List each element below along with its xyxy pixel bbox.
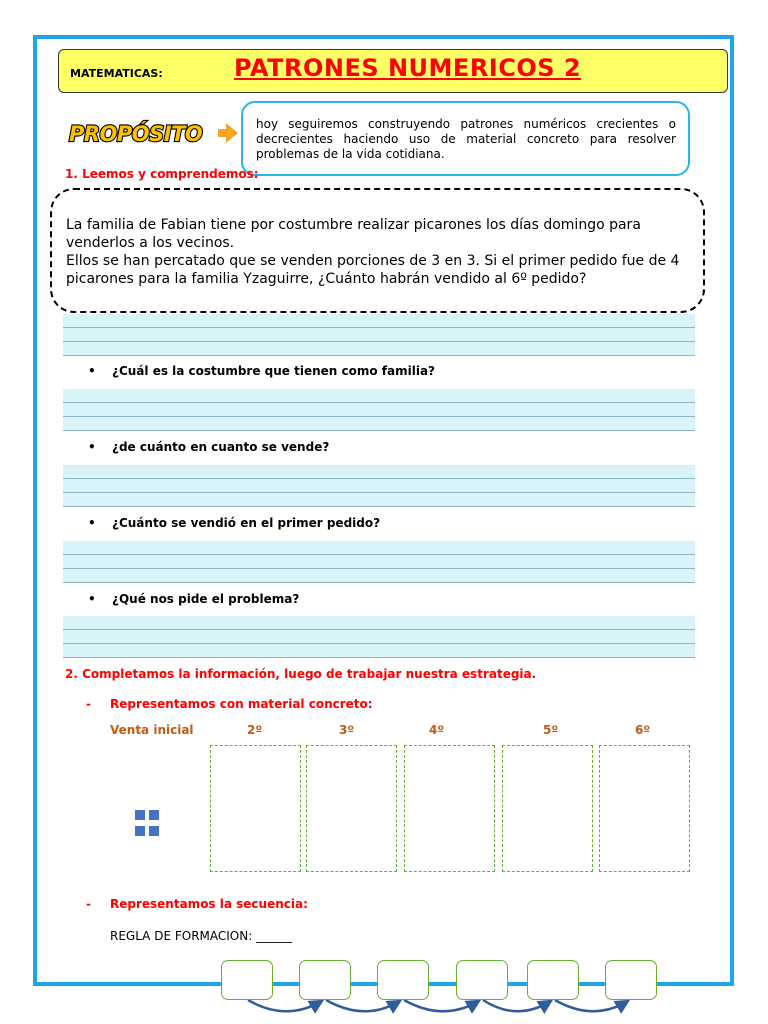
sequence-arrow-icon [326,1000,400,1011]
sequence-arrow-icon [248,1000,322,1011]
sequence-arrow-icon [483,1000,551,1011]
question-2: • ¿de cuánto en cuanto se vende? [88,440,330,454]
material-square [135,826,145,836]
column-label-2: 2º [247,723,263,737]
formation-rule[interactable]: REGLA DE FORMACION: ______ [110,929,293,943]
answer-lines-q2[interactable] [63,465,695,507]
material-box-5[interactable] [502,745,593,872]
sequence-box-4[interactable] [456,960,508,1000]
answer-lines-problem[interactable] [63,314,695,356]
purpose-text: hoy seguiremos construyendo patrones numéricos crecientes o decrecientes haciendo uso de material concreto para resolver problemas de la vida cotidiana. [256,117,676,161]
material-box-4[interactable] [404,745,495,872]
problem-text [66,216,686,288]
column-label-initial: Venta inicial [110,723,194,737]
material-box-3[interactable] [306,745,397,872]
sequence-box-1[interactable] [221,960,273,1000]
proposito-logo [66,115,242,151]
column-label-6: 6º [635,723,651,737]
problem-paragraph-2: Ellos se han percatado que se venden porciones de 3 en 3. Si el primer pedido fue de 4 picarones para la familia Yzaguirre, ¿Cuánto habrán vendido al 6º pedido? [66,253,680,287]
subject-label: MATEMATICAS: [70,67,163,80]
proposito-logo-text: PROPÓSITO [69,122,203,146]
answer-lines-q3[interactable] [63,541,695,583]
material-square [135,810,145,820]
material-box-6[interactable] [599,745,690,872]
question-1: • ¿Cuál es la costumbre que tienen como familia? [88,364,435,378]
sequence-box-3[interactable] [377,960,429,1000]
column-label-5: 5º [543,723,559,737]
arrow-right-icon [218,123,238,143]
subsection-material: - Representamos con material concreto: [86,697,373,711]
answer-lines-q1[interactable] [63,389,695,431]
question-3: • ¿Cuánto se vendió en el primer pedido? [88,516,381,530]
problem-paragraph-1: La familia de Fabian tiene por costumbre realizar picarones los días domingo para venderlos a los vecinos. [66,217,641,251]
section-2-heading: 2. Completamos la información, luego de trabajar nuestra estrategia. [65,667,537,681]
subsection-sequence: - Representamos la secuencia: [86,897,308,911]
material-square [149,810,159,820]
sequence-box-5[interactable] [527,960,579,1000]
column-label-3: 3º [339,723,355,737]
question-4: • ¿Qué nos pide el problema? [88,592,300,606]
sequence-box-2[interactable] [299,960,351,1000]
material-box-2[interactable] [210,745,301,872]
sequence-box-6[interactable] [605,960,657,1000]
sequence-arrow-icon [404,1000,479,1011]
section-1-heading: 1. Leemos y comprendemos: [65,167,259,181]
sequence-arrow-icon [555,1000,628,1011]
answer-lines-q4[interactable] [63,616,695,658]
material-square [149,826,159,836]
page-title: PATRONES NUMERICOS 2 [234,54,582,82]
column-label-4: 4º [429,723,445,737]
